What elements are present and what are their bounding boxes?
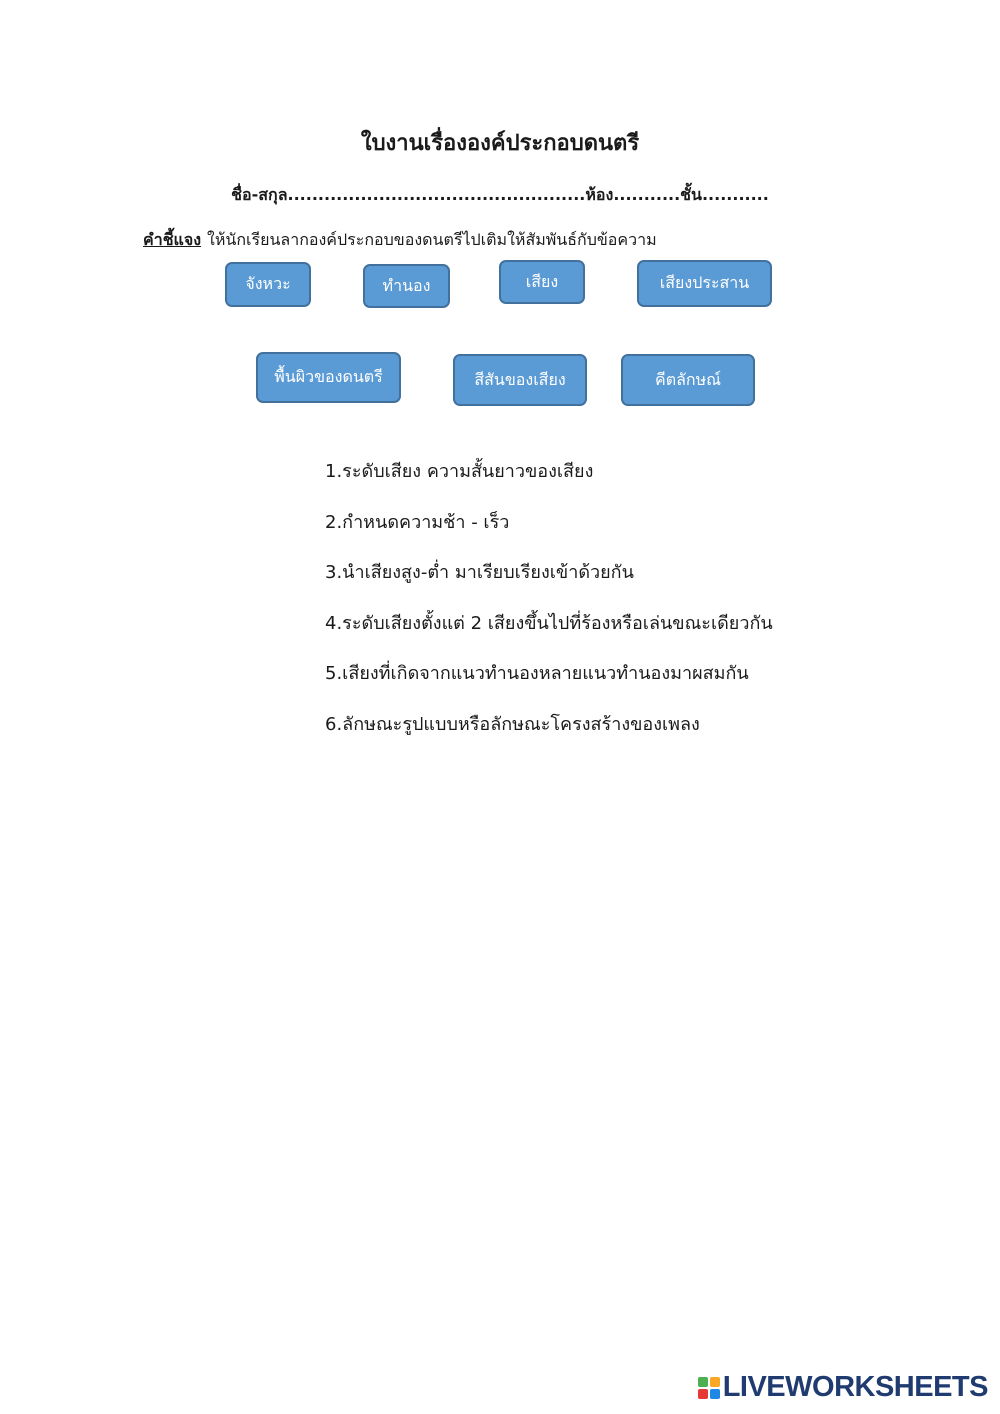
statement-item[interactable]: 4.ระดับเสียงตั้งแต่ 2 เสียงขึ้นไปที่ร้องหรือเล่นขณะเดียวกัน <box>325 612 773 634</box>
brand-name: LIVEWORKSHEETS <box>722 1371 988 1403</box>
liveworksheets-logo <box>698 1371 988 1404</box>
statement-item[interactable]: 1.ระดับเสียง ความสั้นยาวของเสียง <box>325 461 594 482</box>
statement-item[interactable]: 3.นำเสียงสูง-ต่ำ มาเรียบเรียงเข้าด้วยกัน <box>325 562 634 583</box>
choice-chip-melody[interactable]: ทำนอง <box>363 264 450 308</box>
statement-item[interactable]: 6.ลักษณะรูปแบบหรือลักษณะโครงสร้างของเพลง <box>325 713 700 735</box>
statement-list <box>325 458 773 761</box>
instruction-label: คำชี้แจง <box>143 230 202 249</box>
statement-item[interactable]: 5.เสียงที่เกิดจากแนวทำนองหลายแนวทำนองมาผสมกัน <box>325 663 749 684</box>
statement-item[interactable]: 2.กำหนดความช้า - เร็ว <box>325 511 510 533</box>
instruction <box>143 228 657 253</box>
choice-chip-rhythm[interactable]: จังหวะ <box>225 262 311 307</box>
name-field-line: ชื่อ-สกุล.................................................ห้อง...........ชั้น........... <box>231 185 769 204</box>
page-title: ใบงานเรื่ององค์ประกอบดนตรี <box>360 131 640 156</box>
instruction-text: ให้นักเรียนลากองค์ประกอบของดนตรีไปเติมให้สัมพันธ์กับข้อความ <box>207 230 657 249</box>
choice-chip-texture[interactable]: พื้นผิวของดนตรี <box>256 352 401 403</box>
choice-chip-sound[interactable]: เสียง <box>499 260 585 304</box>
choice-chip-form[interactable]: คีตลักษณ์ <box>621 354 755 406</box>
liveworksheets-logo-icon <box>698 1377 720 1399</box>
choice-chip-harmony[interactable]: เสียงประสาน <box>637 260 772 307</box>
choice-chip-tone-color[interactable]: สีสันของเสียง <box>453 354 587 406</box>
